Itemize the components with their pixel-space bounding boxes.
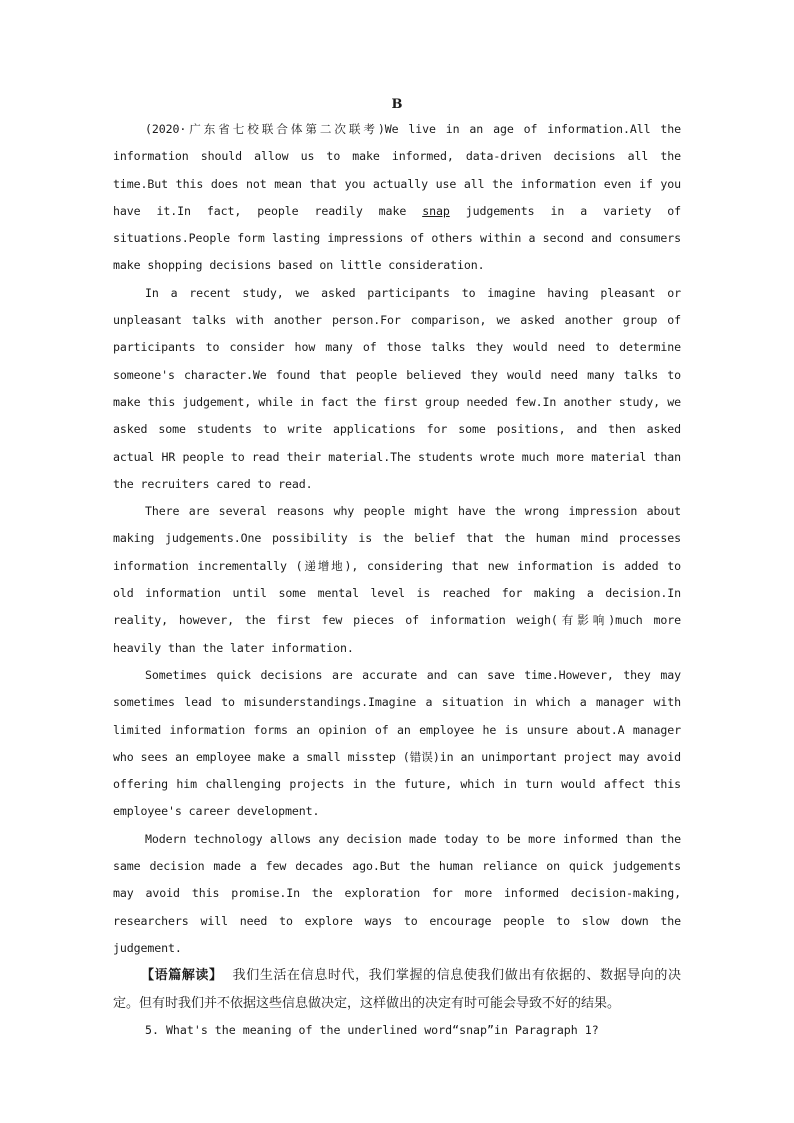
paragraph-1-text-a: We live in an age of information.All the information should allow us to make informed, data-driven decisions all the time.But this does not mean that you actually use all the information even if you have it.In fact, people readily make [113, 122, 681, 218]
paragraph-2: In a recent study, we asked participants to imagine having pleasant or unpleasant talks with another person.For comparison, we asked another group of participants to consider how many of those talks they would need to determine someone's character.We found that people believed they would need many talks to make this judgement, while in fact the first group needed few.In another study, we asked some students to write applications for some positions, and then asked actual HR people to read their material.The students wrote much more material than the recruiters cared to read. [113, 285, 681, 491]
paragraph-3: There are several reasons why people might have the wrong impression about making judgements.One possibility is the belief that the human mind processes information incrementally (递增地), considering that new information is added to old information until some mental level is reached for making a decision.In reality, however, the first few pieces of information weigh(有影响)much more heavily than the later information. [113, 504, 681, 655]
paragraph-5: Modern technology allows any decision made today to be more informed than the same decision made a few decades ago.But the human reliance on quick judgements may avoid this promise.In the exploration for more informed decision-making, researchers will need to explore ways to encourage people to slow down the judgement. [113, 831, 681, 955]
document-page [113, 96, 681, 1044]
reading-note [113, 962, 681, 1017]
question-5: 5. What's the meaning of the underlined word“snap”in Paragraph 1? [145, 1022, 599, 1037]
source-citation: (2020·广东省七校联合体第二次联考) [145, 122, 385, 136]
reading-note-tag: 【语篇解读】 [141, 968, 223, 984]
paragraph-4: Sometimes quick decisions are accurate and can save time.However, they may sometimes lead to misunderstandings.Imagine a situation in which a manager with limited information forms an opinion of an employee he is unsure about.A manager who sees an employee make a small misstep (错误)in an unimportant project may avoid offering him challenging projects in the future, which in turn would affect this employee's career development. [113, 667, 681, 819]
paragraph-1-text-b: judgements in a variety of situations.People form lasting impressions of others within a second and consumers make shopping decisions based on little consideration. [113, 203, 681, 273]
section-letter: B [391, 97, 403, 112]
paragraph-1 [113, 116, 681, 280]
underlined-word: snap [422, 203, 450, 218]
reading-note-text: 我们生活在信息时代，我们掌握的信息使我们做出有依据的、数据导向的决定。但有时我们并不依据这些信息做决定，这样做出的决定有时可能会导致不好的结果。 [113, 968, 681, 1011]
